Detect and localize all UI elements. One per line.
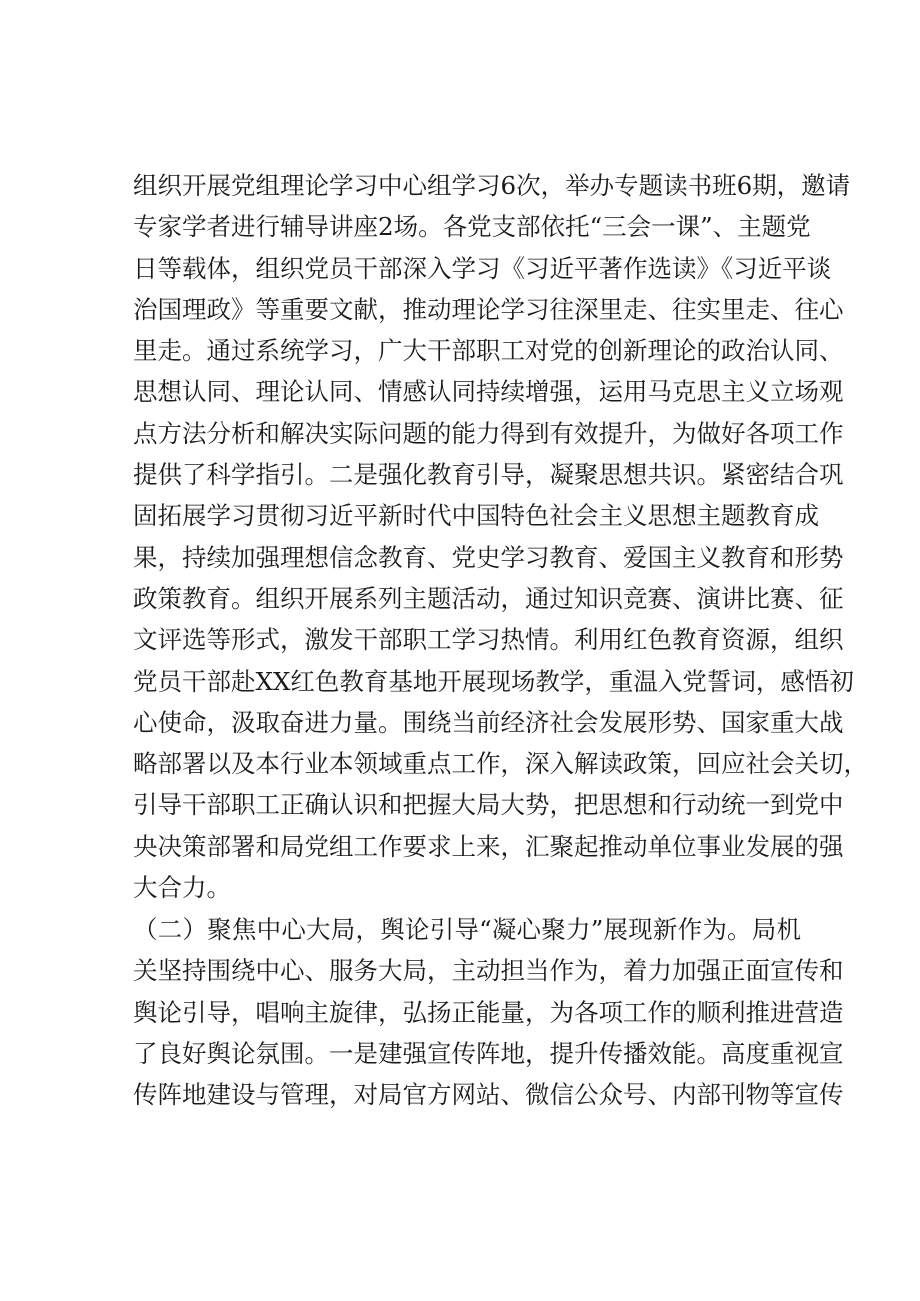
paragraph-1-line: 日等载体，组织党员干部深入学习《习近平著作选读》《习近平谈 — [133, 253, 832, 283]
paragraph-1-line: 思想认同、理论认同、情感认同持续增强，运用马克思主义立场观 — [133, 377, 844, 407]
paragraph-1-line: 政策教育。组织开展系列主题活动，通过知识竞赛、演讲比赛、征 — [133, 583, 844, 613]
paragraph-2 — [133, 909, 844, 1115]
paragraph-2-line: 了良好舆论氛围。一是建强宣传阵地，提升传播效能。高度重视宣 — [133, 1038, 844, 1068]
paragraph-1-line: 组织开展党组理论学习中心组学习6次，举办专题读书班6期，邀请 — [133, 171, 851, 200]
paragraph-2-line: 舆论引导，唱响主旋律，弘扬正能量，为各项工作的顺利推进营造 — [133, 997, 844, 1027]
paragraph-1-line: 文评选等形式，激发干部职工学习热情。利用红色教育资源，组织 — [133, 625, 844, 655]
paragraph-1-line: 党员干部赴XX红色教育基地开展现场教学，重温入党誓词，感悟初 — [133, 666, 854, 696]
paragraph-1-line: 大合力。 — [133, 873, 231, 903]
paragraph-1-line: 治国理政》等重要文献，推动理论学习往深里走、往实里走、往心 — [133, 294, 844, 324]
paragraph-1 — [133, 165, 868, 908]
paragraph-1-line: 果，持续加强理想信念教育、党史学习教育、爱国主义教育和形势 — [133, 542, 844, 572]
paragraph-1-line: 里走。通过系统学习，广大干部职工对党的创新理论的政治认同、 — [133, 336, 844, 366]
paragraph-1-line: 心使命，汲取奋进力量。围绕当前经济社会发展形势、国家重大战 — [133, 707, 844, 737]
paragraph-1-line: 固拓展学习贯彻习近平新时代中国特色社会主义思想主题教育成 — [133, 501, 819, 531]
paragraph-2-line: 关坚持围绕中心、服务大局，主动担当作为，着力加强正面宣传和 — [133, 956, 844, 986]
paragraph-2-line: 传阵地建设与管理，对局官方网站、微信公众号、内部刊物等宣传 — [133, 1080, 844, 1110]
paragraph-1-line: 提供了科学指引。二是强化教育引导，凝聚思想共识。紧密结合巩 — [133, 460, 844, 490]
paragraph-2-line: （二）聚焦中心大局，舆论引导“凝心聚力”展现新作为。局机 — [133, 915, 801, 944]
paragraph-1-line: 略部署以及本行业本领域重点工作，深入解读政策，回应社会关切， — [133, 749, 868, 779]
paragraph-1-line: 引导干部职工正确认识和把握大局大势，把思想和行动统一到党中 — [133, 790, 844, 820]
paragraph-1-line: 央决策部署和局党组工作要求上来，汇聚起推动单位事业发展的强 — [133, 831, 844, 861]
paragraph-1-line: 点方法分析和解决实际问题的能力得到有效提升，为做好各项工作 — [133, 418, 844, 448]
paragraph-1-line: 专家学者进行辅导讲座2场。各党支部依托“三会一课”、主题党 — [133, 212, 811, 242]
